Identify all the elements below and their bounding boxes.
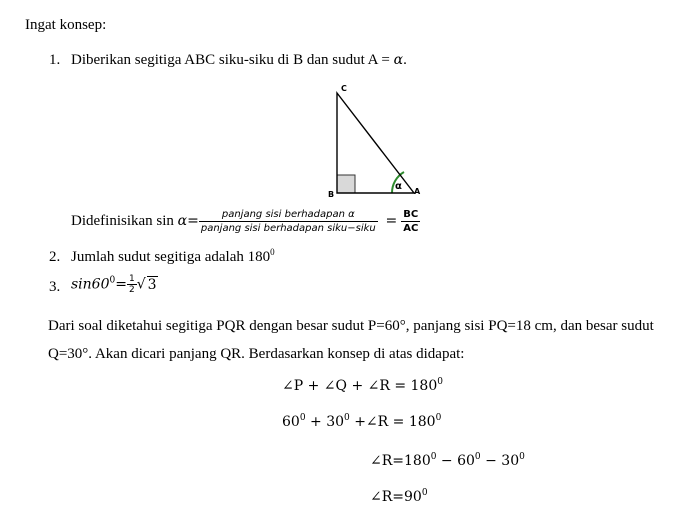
sine-ratio-fraction: $\frac{\text{panjang sisi berhadapan α}}{\text{panjang sisi berhadapan siku−siku}}$ — [200, 209, 376, 234]
list-number-3: 3. — [49, 279, 61, 295]
sine-definition: Didefinisikan sin α= $\frac{\text{panjang sisi berhadapan α}}{\text{panjang sisi berhadapan siku−siku}}$ = $\frac{BC}{AC}$ — [71, 209, 419, 234]
heading: Ingat konsep: — [25, 17, 107, 33]
bc-over-ac-fraction: $\frac{BC}{AC}$ — [403, 209, 419, 234]
vertex-label-b: B — [328, 190, 335, 199]
paragraph-line-2: Q=30°. Akan dicari panjang QR. Berdasarkan konsep di atas didapat: — [48, 346, 465, 362]
item-3-text: $\sin 60^0=$ $\frac{1}{2}$ √ 3 — [71, 274, 157, 295]
half-fraction: $\frac{1}{2}$ — [128, 274, 135, 295]
right-angle-marker — [337, 175, 355, 193]
triangle-abc-diagram — [320, 80, 440, 200]
equation-solve-r: $\angle R=180^0 - 60^0 - 30^0$ — [370, 452, 525, 469]
equation-angle-sum: ∠P + ∠Q + ∠R = $180^0$ — [282, 377, 443, 394]
equation-result: $\angle R=90^0$ — [370, 488, 428, 505]
list-number-1: 1. — [49, 52, 61, 68]
list-number-2: 2. — [49, 249, 61, 265]
vertex-label-a: A — [414, 187, 421, 196]
equation-substitution: $60^0 + 30^0$ +∠R = $180^0$ — [282, 413, 442, 430]
vertex-label-c: C — [341, 84, 347, 93]
item-1-text: Diberikan segitiga ABC siku-siku di B dan sudut A = α. — [71, 52, 407, 68]
item-2-text: Jumlah sudut segitiga adalah $180^0$ — [71, 247, 275, 265]
angle-label-alpha: α — [395, 181, 402, 192]
paragraph-line-1: Dari soal diketahui segitiga PQR dengan besar sudut P=60°, panjang sisi PQ=18 cm, dan besar sudut — [48, 318, 654, 334]
